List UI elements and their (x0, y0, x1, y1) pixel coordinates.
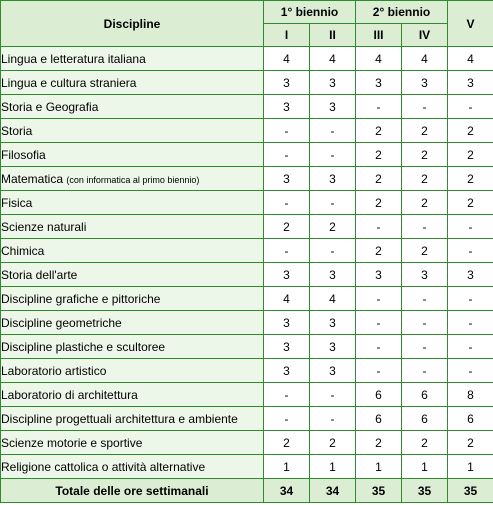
year-header: I (264, 24, 310, 47)
hours-cell: 2 (448, 191, 493, 215)
hours-cell: 4 (310, 287, 356, 311)
hours-cell: - (448, 215, 493, 239)
subject-cell (1, 71, 264, 95)
subject-row (1, 191, 493, 215)
hours-cell: - (448, 239, 493, 263)
hours-cell: - (310, 239, 356, 263)
hours-cell: - (356, 311, 402, 335)
hours-cell: - (402, 359, 448, 383)
subject-note: (con informatica al primo biennio) (66, 174, 200, 185)
hours-cell: 1 (402, 455, 448, 479)
subject-cell (1, 455, 264, 479)
hours-cell: 3 (264, 359, 310, 383)
hours-cell: 4 (448, 47, 493, 71)
hours-cell: 2 (356, 431, 402, 455)
subject-cell (1, 191, 264, 215)
hours-cell: - (264, 119, 310, 143)
subject-row (1, 383, 493, 407)
hours-cell: 1 (448, 455, 493, 479)
total-value: 35 (356, 479, 402, 503)
hours-cell: 3 (310, 167, 356, 191)
hours-cell: - (356, 215, 402, 239)
hours-cell: 2 (448, 167, 493, 191)
subject-row (1, 143, 493, 167)
hours-cell: 8 (448, 383, 493, 407)
hours-cell: 3 (310, 71, 356, 95)
subject-cell (1, 95, 264, 119)
subject-row (1, 263, 493, 287)
hours-cell: 3 (448, 71, 493, 95)
hours-cell: 3 (264, 95, 310, 119)
subject-name: Scienze motorie e sportive (1, 435, 143, 450)
hours-cell: 3 (264, 71, 310, 95)
subject-name: Lingua e cultura straniera (1, 75, 137, 90)
subject-name: Storia e Geografia (1, 99, 99, 114)
hours-cell: - (310, 191, 356, 215)
total-label: Totale delle ore settimanali (1, 479, 264, 503)
subject-cell (1, 167, 264, 191)
hours-cell: 6 (402, 383, 448, 407)
hours-cell: 2 (356, 119, 402, 143)
subject-name: Religione cattolica o attività alternative (1, 459, 206, 474)
subject-name: Discipline geometriche (1, 315, 122, 330)
year-header: II (310, 24, 356, 47)
hours-cell: 4 (402, 47, 448, 71)
subject-cell (1, 431, 264, 455)
hours-cell: - (310, 143, 356, 167)
subject-row (1, 119, 493, 143)
subject-cell (1, 143, 264, 167)
hours-cell: - (448, 335, 493, 359)
subject-row (1, 167, 493, 191)
hours-cell: 2 (402, 119, 448, 143)
subject-name: Scienze naturali (1, 219, 87, 234)
subject-name: Lingua e letteratura italiana (1, 51, 146, 66)
subject-name: Discipline plastiche e scultoree (1, 339, 166, 354)
subject-cell (1, 359, 264, 383)
subject-cell (1, 335, 264, 359)
hours-cell: 6 (356, 407, 402, 431)
subject-cell (1, 311, 264, 335)
subject-cell (1, 383, 264, 407)
subject-name: Laboratorio artistico (1, 363, 107, 378)
hours-cell: 3 (310, 335, 356, 359)
hours-cell: 1 (356, 455, 402, 479)
hours-cell: - (402, 215, 448, 239)
subject-row (1, 455, 493, 479)
schedule-body (1, 47, 493, 479)
subject-row (1, 95, 493, 119)
hours-cell: - (356, 287, 402, 311)
hours-cell: 2 (448, 431, 493, 455)
hours-cell: 3 (448, 263, 493, 287)
subject-name: Chimica (1, 243, 45, 258)
hours-cell: 3 (310, 359, 356, 383)
hours-cell: - (402, 95, 448, 119)
subject-row (1, 311, 493, 335)
discipline-header: Discipline (1, 1, 264, 47)
hours-cell: 3 (402, 71, 448, 95)
subject-row (1, 215, 493, 239)
subject-cell (1, 407, 264, 431)
subject-name: Discipline progettuali architettura e ambiente (1, 411, 238, 426)
hours-cell: 2 (356, 239, 402, 263)
total-value: 34 (310, 479, 356, 503)
hours-cell: 3 (310, 311, 356, 335)
subject-name: Storia dell'arte (1, 267, 78, 282)
hours-cell: - (310, 383, 356, 407)
hours-cell: 3 (310, 263, 356, 287)
hours-cell: 3 (310, 95, 356, 119)
hours-cell: 4 (310, 47, 356, 71)
hours-cell: - (310, 407, 356, 431)
hours-cell: 2 (356, 191, 402, 215)
year5-header: V (448, 1, 493, 47)
subject-name: Discipline grafiche e pittoriche (1, 291, 161, 306)
hours-cell: 3 (356, 71, 402, 95)
hours-cell: - (402, 311, 448, 335)
total-row (1, 479, 493, 503)
subject-row (1, 287, 493, 311)
hours-cell: 2 (448, 119, 493, 143)
biennio1-header: 1° biennio (264, 1, 356, 24)
hours-cell: 3 (264, 335, 310, 359)
hours-cell: 2 (402, 431, 448, 455)
hours-cell: 3 (264, 311, 310, 335)
total-value: 35 (402, 479, 448, 503)
hours-cell: 2 (264, 215, 310, 239)
hours-cell: 2 (264, 431, 310, 455)
subject-cell (1, 119, 264, 143)
subject-row (1, 335, 493, 359)
hours-cell: 2 (356, 167, 402, 191)
hours-cell: - (448, 311, 493, 335)
hours-cell: 6 (448, 407, 493, 431)
subject-name: Storia (1, 123, 33, 138)
hours-cell: - (402, 287, 448, 311)
hours-cell: 2 (402, 239, 448, 263)
hours-cell: - (402, 335, 448, 359)
hours-cell: 3 (264, 167, 310, 191)
subject-cell (1, 239, 264, 263)
hours-cell: - (264, 383, 310, 407)
hours-cell: 2 (356, 143, 402, 167)
hours-cell: - (356, 95, 402, 119)
total-value: 34 (264, 479, 310, 503)
hours-cell: 6 (402, 407, 448, 431)
subject-cell (1, 263, 264, 287)
hours-cell: - (310, 119, 356, 143)
hours-cell: 4 (356, 47, 402, 71)
year-header: IV (402, 24, 448, 47)
hours-cell: 2 (448, 143, 493, 167)
hours-cell: - (264, 239, 310, 263)
hours-cell: 2 (310, 215, 356, 239)
hours-cell: - (448, 95, 493, 119)
hours-cell: 3 (264, 263, 310, 287)
hours-cell: - (264, 191, 310, 215)
year-header: III (356, 24, 402, 47)
subject-cell (1, 287, 264, 311)
subject-cell (1, 215, 264, 239)
hours-cell: - (264, 407, 310, 431)
subject-name: Matematica (1, 171, 64, 186)
hours-cell: 4 (264, 287, 310, 311)
subject-name: Laboratorio di architettura (1, 387, 138, 402)
subject-row (1, 407, 493, 431)
subject-row (1, 47, 493, 71)
hours-cell: - (356, 335, 402, 359)
subject-row (1, 71, 493, 95)
hours-cell: - (264, 143, 310, 167)
hours-cell: 2 (402, 143, 448, 167)
hours-cell: 3 (402, 263, 448, 287)
hours-cell: 2 (402, 191, 448, 215)
total-value: 35 (448, 479, 493, 503)
subject-row (1, 431, 493, 455)
hours-cell: 1 (310, 455, 356, 479)
hours-cell: 4 (264, 47, 310, 71)
hours-cell: 2 (310, 431, 356, 455)
subject-name: Fisica (1, 195, 33, 210)
subject-row (1, 359, 493, 383)
subject-cell (1, 47, 264, 71)
hours-cell: - (356, 359, 402, 383)
subject-row (1, 239, 493, 263)
hours-cell: 1 (264, 455, 310, 479)
biennio2-header: 2° biennio (356, 1, 448, 24)
hours-cell: 6 (356, 383, 402, 407)
hours-cell: - (448, 359, 493, 383)
subject-name: Filosofia (1, 147, 46, 162)
hours-cell: 3 (356, 263, 402, 287)
hours-cell: 2 (402, 167, 448, 191)
hours-cell: - (448, 287, 493, 311)
